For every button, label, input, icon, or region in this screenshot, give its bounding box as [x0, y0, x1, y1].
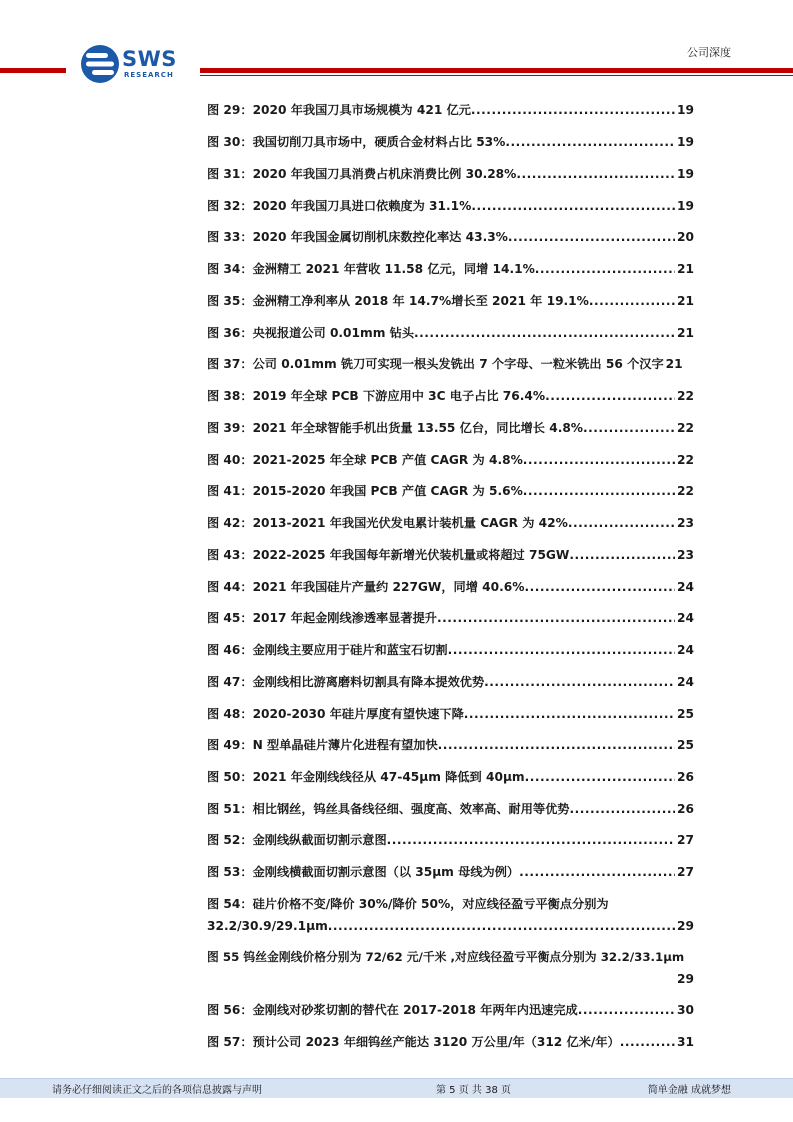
toc-leader [519, 864, 675, 880]
toc-page: 25 [677, 707, 694, 721]
toc-page: 22 [677, 421, 694, 435]
toc-leader [508, 229, 675, 245]
toc-entry-fig36[interactable] [207, 325, 694, 341]
toc-title: 图 42：2013-2021 年我国光伏发电累计装机量 CAGR 为 42% [207, 516, 568, 530]
footer-page-number: 第 5 页 共 38 页 [436, 1085, 511, 1096]
toc-title: 图 30：我国切削刀具市场中，硬质合金材料占比 53% [207, 135, 506, 149]
toc-title: 图 41：2015-2020 年我国 PCB 产值 CAGR 为 5.6% [207, 484, 523, 498]
toc-page: 26 [677, 770, 694, 784]
toc-leader [471, 198, 675, 214]
toc-title: 图 51：相比钢丝，钨丝具备线径细、强度高、效率高、耐用等优势 [207, 802, 570, 816]
toc-leader [535, 261, 675, 277]
toc-leader [328, 918, 675, 934]
toc-entry-fig49[interactable] [207, 737, 694, 753]
toc-entry-fig42[interactable] [207, 515, 694, 531]
toc-entry-fig35[interactable] [207, 293, 694, 309]
toc-leader [387, 832, 675, 848]
toc-entry-fig55[interactable] [207, 949, 694, 987]
toc-leader [438, 737, 675, 753]
toc-page: 23 [677, 516, 694, 530]
toc-page: 22 [677, 389, 694, 403]
toc-page: 19 [677, 199, 694, 213]
toc-title: 图 43：2022-2025 年我国每年新增光伏装机量或将超过 75GW [207, 548, 570, 562]
toc-leader [437, 610, 675, 626]
toc-entry-fig44[interactable] [207, 579, 694, 595]
toc-entry-fig45[interactable] [207, 610, 694, 626]
toc-page: 24 [677, 675, 694, 689]
toc-page: 19 [677, 135, 694, 149]
toc-title: 图 56：金刚线对砂浆切割的替代在 2017-2018 年两年内迅速完成 [207, 1003, 578, 1017]
toc-page: 24 [677, 580, 694, 594]
toc-title: 图 44：2021 年我国硅片产量约 227GW，同增 40.6% [207, 580, 525, 594]
toc-title: 图 37：公司 0.01mm 铣刀可实现一根头发铣出 7 个字母、一粒米铣出 56 个汉字 [207, 357, 664, 371]
toc-page: 21 [665, 357, 683, 371]
toc-title: 图 50：2021 年金刚线线径从 47-45μm 降低到 40μm [207, 770, 525, 784]
toc-leader [568, 515, 675, 531]
header-rule-right [200, 68, 793, 73]
toc-page: 25 [677, 738, 694, 752]
toc-leader [523, 483, 675, 499]
toc-leader [589, 293, 675, 309]
toc-leader [471, 102, 675, 118]
toc-leader [569, 547, 675, 563]
toc-title: 图 49：N 型单晶硅片薄片化进程有望加快 [207, 738, 438, 752]
toc-entry-fig54[interactable] [207, 896, 694, 934]
toc-page: 19 [677, 167, 694, 181]
toc-leader [524, 579, 675, 595]
toc-page: 21 [677, 326, 694, 340]
toc-entry-fig39[interactable] [207, 420, 694, 436]
toc-title: 图 36：央视报道公司 0.01mm 钻头 [207, 326, 415, 340]
logo-text: SWS [122, 47, 177, 71]
toc-leader [569, 801, 675, 817]
toc-page: 21 [677, 294, 694, 308]
toc-page: 30 [677, 1003, 694, 1017]
toc-page: 24 [677, 643, 694, 657]
toc-page: 22 [677, 453, 694, 467]
toc-entry-fig53[interactable] [207, 864, 694, 880]
toc-page: 27 [677, 865, 694, 879]
toc-page: 29 [677, 919, 694, 933]
toc-title: 图 52：金刚线纵截面切割示意图 [207, 833, 387, 847]
toc-title: 图 45：2017 年起金刚线渗透率显著提升 [207, 611, 437, 625]
toc-title: 图 29：2020 年我国刀具市场规模为 421 亿元 [207, 103, 471, 117]
toc-page: 27 [677, 833, 694, 847]
toc-leader [414, 325, 675, 341]
toc-leader [620, 1034, 675, 1050]
report-type-label: 公司深度 [687, 46, 731, 59]
toc-title: 图 46：金刚线主要应用于硅片和蓝宝石切割 [207, 643, 448, 657]
toc-title: 图 54：硅片价格不变/降价 30%/降价 50%，对应线径盈亏平衡点分别为 [207, 897, 609, 911]
toc-entry-fig37[interactable] [207, 356, 694, 372]
toc-title: 图 39：2021 年全球智能手机出货量 13.55 亿台，同比增长 4.8% [207, 421, 584, 435]
toc-page: 23 [677, 548, 694, 562]
toc-title: 图 34：金洲精工 2021 年营收 11.58 亿元，同增 14.1% [207, 262, 535, 276]
toc-leader [545, 388, 675, 404]
toc-entry-fig46[interactable] [207, 642, 694, 658]
toc-title: 图 47：金刚线相比游离磨料切割具有降本提效优势 [207, 675, 485, 689]
toc-entry-fig38[interactable] [207, 388, 694, 404]
toc-title: 图 48：2020-2030 年硅片厚度有望快速下降 [207, 707, 464, 721]
toc-leader [516, 166, 675, 182]
toc-entry-fig47[interactable] [207, 674, 694, 690]
toc-page: 24 [677, 611, 694, 625]
toc-leader [505, 134, 675, 150]
toc-entry-fig31[interactable] [207, 166, 694, 182]
toc-title: 图 32：2020 年我国刀具进口依赖度为 31.1% [207, 199, 472, 213]
toc-leader [578, 1002, 675, 1018]
toc-entry-fig33[interactable] [207, 229, 694, 245]
sws-logo-icon [80, 44, 120, 84]
footer-disclaimer: 请务必仔细阅读正文之后的各项信息披露与声明 [52, 1085, 262, 1096]
toc-title: 图 55 钨丝金刚线价格分别为 72/62 元/千米 ,对应线径盈亏平衡点分别为 32.2/33.1μm [207, 950, 685, 964]
toc-page: 29 [677, 972, 694, 986]
header-rule-left [0, 68, 66, 73]
toc-entry-fig56[interactable] [207, 1002, 694, 1018]
toc-page: 19 [677, 103, 694, 117]
toc-leader [464, 706, 675, 722]
toc-entry-fig48[interactable] [207, 706, 694, 722]
toc-entry-fig43[interactable] [207, 547, 694, 563]
toc-entry-fig52[interactable] [207, 832, 694, 848]
toc-entry-fig30[interactable] [207, 134, 694, 150]
toc-title-continued: 32.2/30.9/29.1μm [207, 919, 328, 933]
toc-leader [448, 642, 675, 658]
toc-entry-fig41[interactable] [207, 483, 694, 499]
toc-entry-fig32[interactable] [207, 198, 694, 214]
toc-entry-fig29[interactable] [207, 102, 694, 118]
toc-page: 21 [677, 262, 694, 276]
toc-title: 图 53：金刚线横截面切割示意图（以 35μm 母线为例） [207, 865, 520, 879]
toc-title: 图 35：金洲精工净利率从 2018 年 14.7%增长至 2021 年 19.1% [207, 294, 589, 308]
toc-entry-fig51[interactable] [207, 801, 694, 817]
toc-leader [525, 769, 675, 785]
toc-title: 图 33：2020 年我国金属切削机床数控化率达 43.3% [207, 230, 508, 244]
toc-entry-fig57[interactable] [207, 1034, 694, 1050]
footer-slogan: 简单金融 成就梦想 [647, 1085, 731, 1096]
toc-page: 26 [677, 802, 694, 816]
toc-page: 20 [677, 230, 694, 244]
logo-subtext: RESEARCH [124, 71, 174, 79]
toc-title: 图 31：2020 年我国刀具消费占机床消费比例 30.28% [207, 167, 517, 181]
toc-leader [484, 674, 675, 690]
toc-entry-fig50[interactable] [207, 769, 694, 785]
toc-title: 图 38：2019 年全球 PCB 下游应用中 3C 电子占比 76.4% [207, 389, 546, 403]
toc-page: 22 [677, 484, 694, 498]
toc-leader [583, 420, 675, 436]
toc-entry-fig40[interactable] [207, 452, 694, 468]
toc-title: 图 40：2021-2025 年全球 PCB 产值 CAGR 为 4.8% [207, 453, 523, 467]
toc-title: 图 57：预计公司 2023 年细钨丝产能达 3120 万公里/年（312 亿米/年） [207, 1035, 620, 1049]
header-rule-thin [200, 75, 793, 76]
toc-page: 31 [677, 1035, 694, 1049]
toc-leader [523, 452, 675, 468]
toc-entry-fig34[interactable] [207, 261, 694, 277]
